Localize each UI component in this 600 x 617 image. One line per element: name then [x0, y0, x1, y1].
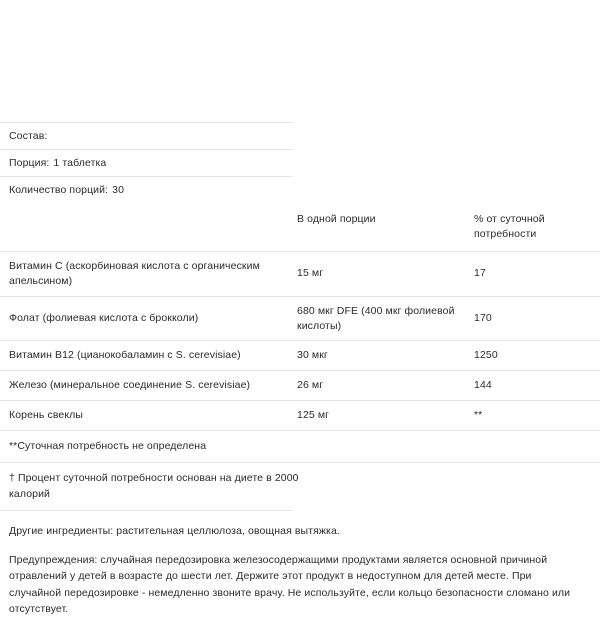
info-row-serving-size — [0, 150, 600, 176]
footnotes-section — [0, 431, 600, 511]
additional-info-section — [0, 511, 600, 617]
nutrient-amount: 30 мкг — [297, 341, 474, 371]
nutrient-daily-value: 170 — [474, 296, 600, 341]
info-row-composition — [0, 123, 600, 149]
info-label: Количество порций: — [9, 184, 109, 196]
footnote-daily-value-not-established: **Суточная потребность не определена — [9, 440, 207, 453]
table-body — [0, 251, 600, 430]
nutrient-daily-value: 144 — [474, 371, 600, 401]
table-row — [0, 251, 600, 296]
info-section — [0, 122, 600, 203]
nutrient-daily-value: 17 — [474, 251, 600, 296]
nutrient-name: Железо (минеральное соединение S. cerevisiae) — [0, 371, 297, 401]
warnings-text: Предупреждения: случайная передозировка железосодержащими продуктами является основной причиной отравлений у детей в возрасте до шести лет. Держите этот продукт в недоступном для детей месте. При случайной передозировке - немедленно звоните врачу. Не используйте, если кольцо безопасности сломано или отсутствует. — [9, 554, 571, 615]
table-row — [0, 341, 600, 371]
column-header-nutrient — [0, 203, 297, 251]
info-row-servings-per-container — [0, 177, 600, 203]
nutrient-amount: 680 мкг DFE (400 мкг фолиевой кислоты) — [297, 296, 474, 341]
nutrient-daily-value: ** — [474, 401, 600, 431]
info-label: Порция: — [9, 157, 50, 169]
table-row — [0, 371, 600, 401]
nutrient-name: Корень свеклы — [0, 401, 297, 431]
footnote-percent-daily-value-basis: † Процент суточной потребности основан на диете в 2000 калорий — [9, 472, 299, 500]
table-header — [0, 203, 600, 251]
column-header-daily-value: % от суточной потребности — [474, 203, 600, 251]
column-header-amount-per-serving: В одной порции — [297, 203, 474, 251]
nutrient-daily-value: 1250 — [474, 341, 600, 371]
info-value: 1 таблетка — [53, 157, 107, 169]
nutrient-amount: 15 мг — [297, 251, 474, 296]
nutrient-name: Фолат (фолиевая кислота с брокколи) — [0, 296, 297, 341]
table-row — [0, 401, 600, 431]
nutrient-name: Витамин С (аскорбиновая кислота с органическим апельсином) — [0, 251, 297, 296]
table-header-row — [0, 203, 600, 251]
other-ingredients-text: Другие ингредиенты: растительная целлюлоза, овощная вытяжка. — [9, 524, 340, 537]
info-value: 30 — [112, 184, 125, 196]
nutrient-amount: 26 мг — [297, 371, 474, 401]
nutrient-amount: 125 мг — [297, 401, 474, 431]
nutrition-table — [0, 203, 600, 431]
table-row — [0, 296, 600, 341]
nutrient-name: Витамин B12 (цианокобаламин с S. cerevisiae) — [0, 341, 297, 371]
info-label: Состав: — [9, 130, 48, 142]
